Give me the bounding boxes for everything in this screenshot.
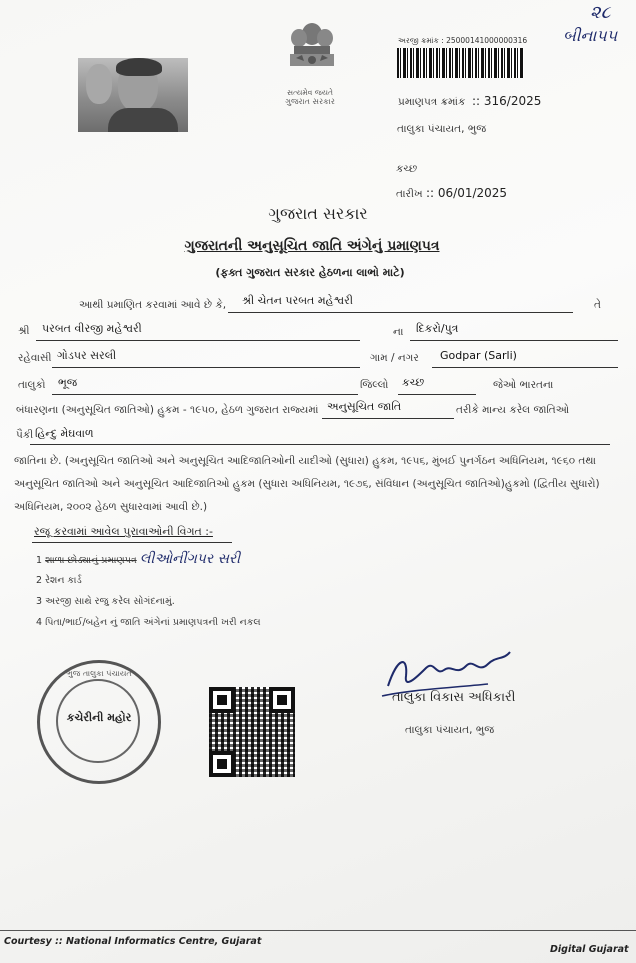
evidence-num-2: 2 bbox=[36, 575, 43, 586]
te-text: તે bbox=[594, 299, 601, 311]
footer-digital-gujarat: Digital Gujarat bbox=[550, 944, 629, 955]
residence-label: રહેવાસી bbox=[18, 352, 52, 364]
evidence-num-1: 1 bbox=[36, 555, 43, 566]
taluka-underline bbox=[52, 394, 358, 395]
constitution-text: બંધારણના (અનુસૂચિત જાતિઓ) હુકમ - ૧૯૫૦, હેઠળ ગુજરાત રાજ્યમાં bbox=[16, 404, 319, 416]
evidence-num-4: 4 bbox=[36, 617, 43, 628]
intro-text: આથી પ્રમાણિત કરવામાં આવે છે કે, bbox=[79, 299, 227, 311]
district-underline bbox=[398, 394, 476, 395]
paragraph-line-2: અનુસૂચિત જાતિઓ અને અનુસૂચિત આદિજાતિઓ હુકમ (સુધારા અધિનિયમ, ૧૯૭૬, સંવિધાન (અનુસૂચિત જાતિઓ)હુકમો (દ્વિતીય સુધારો) bbox=[14, 478, 600, 490]
na-text: ના bbox=[393, 326, 404, 338]
page-heading: ગુજરાત સરકાર bbox=[268, 204, 368, 223]
paragraph-line-1: જાતિના છે. (અનુસૂચિત જાતિઓ અને અનુસૂચિત આદિજાતિઓની યાદીઓ (સુધારા) હુકમ, ૧૯૫૬, મુંબઈ પુનર્ગઠન અધિનિયમ, ૧૯૬૦ તથા bbox=[14, 455, 596, 467]
certificate-subtitle: (ફક્ત ગુજરાત સરકાર હેઠળના લાભો માટે) bbox=[215, 266, 405, 279]
evidence-num-3: 3 bbox=[36, 596, 43, 607]
evidence-text-4: પિતા/ભાઈ/બહેન નું જાતિ અંગેનાં પ્રમાણપત્રની ખરી નકલ bbox=[45, 617, 261, 628]
evidence-text-3: અરજી સાથે રજુ કરેલ સોગંદનામું. bbox=[45, 596, 175, 607]
evidence-handwritten-1: લીઓનીંગપર સરી bbox=[139, 551, 241, 567]
residence-value: ગોડપર સરલી bbox=[57, 349, 117, 362]
village-value: Godpar (Sarli) bbox=[440, 349, 517, 362]
relation: દિકરો/પુત્ર bbox=[416, 322, 459, 335]
category-underline bbox=[322, 418, 454, 419]
certificate-number-label: પ્રમાણપત્ર ક્રમાંક bbox=[398, 96, 466, 108]
date-value: :: 06/01/2025 bbox=[426, 186, 508, 200]
issuing-office: તાલુકા પંચાયત, ભુજ bbox=[397, 123, 487, 135]
evidence-title: રજૂ કરવામાં આવેલ પુરાવાઓની વિગત :- bbox=[34, 525, 213, 538]
applicant-photo bbox=[78, 58, 188, 132]
barcode bbox=[397, 48, 524, 78]
emblem-motto: સત્યમેવ જયતે bbox=[287, 88, 333, 97]
relation-underline bbox=[410, 340, 618, 341]
evidence-struck-1: શાળા છોડ્યાનું પ્રમાણપત્ર bbox=[45, 555, 137, 566]
emblem-caption: ગુજરાત સરકાર bbox=[285, 97, 335, 106]
certificate-number-value: :: 316/2025 bbox=[472, 94, 542, 108]
residence-underline bbox=[52, 367, 360, 368]
handwritten-number: ૨૮ bbox=[590, 2, 611, 23]
national-emblem-icon bbox=[282, 18, 342, 90]
paragraph-line-3: અધિનિયમ, ૨૦૦૨ હેઠળ સુધારવામાં આવી છે.) bbox=[14, 501, 208, 513]
qr-code bbox=[209, 687, 295, 777]
country-text: જેઓ ભારતના bbox=[493, 379, 554, 391]
caste-value: હિન્દુ મેઘવાળ bbox=[35, 427, 94, 440]
footer-courtesy: Courtesy :: National Informatics Centre, Gujarat bbox=[4, 936, 262, 947]
evidence-item-1 bbox=[36, 551, 240, 567]
father-underline bbox=[36, 340, 360, 341]
district-header: કચ્છ bbox=[396, 163, 418, 175]
footer-separator bbox=[0, 930, 636, 931]
caste-label: પૈકી bbox=[16, 429, 34, 441]
evidence-item-4 bbox=[36, 617, 261, 628]
seal-text: કચેરીની મહોર bbox=[66, 711, 132, 724]
seal-ring-text: ભુજ તાલુકા પંચાયત bbox=[66, 669, 132, 678]
caste-underline bbox=[30, 444, 610, 445]
office-seal bbox=[37, 660, 161, 784]
district-value: કચ્છ bbox=[402, 376, 425, 389]
taluka-value: ભૂજ bbox=[58, 376, 78, 389]
name-underline bbox=[228, 312, 573, 313]
evidence-item-2 bbox=[36, 575, 82, 586]
village-underline bbox=[432, 367, 618, 368]
district-label: જિલ્લો bbox=[360, 379, 389, 391]
application-number: અરજી ક્રમાંક : 25000141000000316 bbox=[398, 36, 528, 45]
village-label: ગામ / નગર bbox=[370, 352, 419, 364]
taluka-label: તાલુકો bbox=[18, 379, 46, 391]
shri-label: શ્રી bbox=[18, 325, 30, 337]
signatory-office: તાલુકા પંચાયત, ભુજ bbox=[405, 724, 495, 736]
category-value: અનુસૂચિત જાતિ bbox=[327, 400, 402, 413]
evidence-separator bbox=[32, 542, 232, 543]
handwritten-label: બીનાપ૫ bbox=[563, 26, 618, 45]
signatory-title: તાલુકા વિકાસ અધિકારી bbox=[392, 690, 516, 705]
date-label: તારીખ bbox=[396, 188, 423, 200]
recognized-text: તરીકે માન્ય કરેલ જાતિઓ bbox=[456, 404, 570, 416]
certificate-title: ગુજરાતની અનુસૂચિત જાતિ અંગેનું પ્રમાણપત્ર bbox=[184, 238, 440, 254]
applicant-name: શ્રી ચેતન પરબત મહેશ્વરી bbox=[242, 294, 353, 307]
evidence-item-3 bbox=[36, 596, 175, 607]
evidence-text-2: રેશન કાર્ડ bbox=[45, 575, 82, 586]
father-name: પરબત વીરજી મહેશ્વરી bbox=[42, 322, 142, 335]
